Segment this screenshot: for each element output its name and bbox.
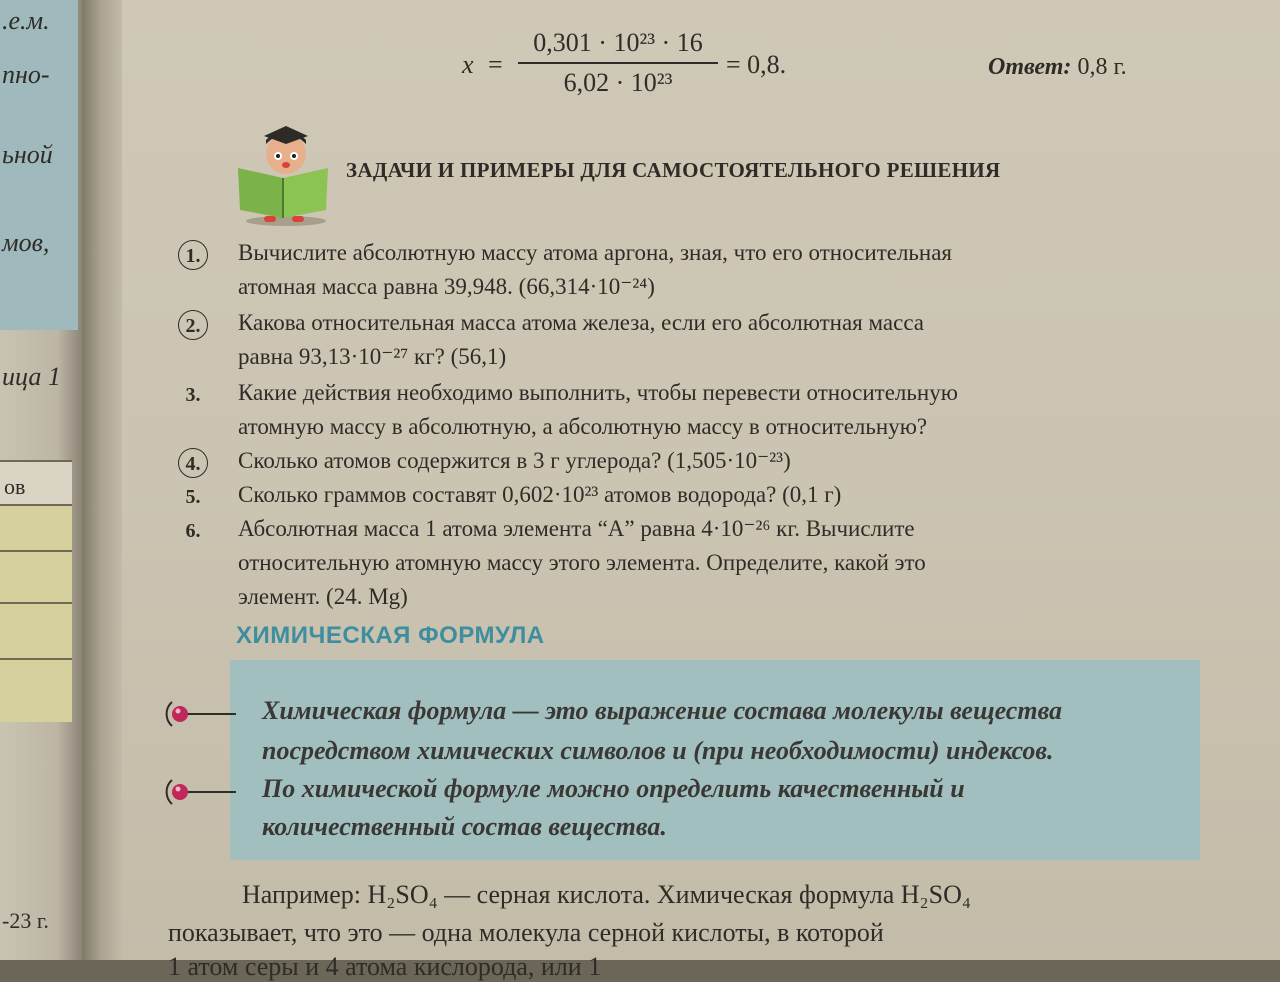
task-number: 4. [178,448,208,478]
task-line: Сколько атомов содержится в 3 г углерода? (1,505·10⁻²³) [238,448,791,473]
formula-equals: = [488,50,503,79]
task-line: Абсолютная масса 1 атома элемента “А” равна 4·10⁻²⁶ кг. Вычислите [238,516,915,541]
body-line: показывает, что это — одна молекула серной кислоты, в которой [168,918,884,947]
task-line: равна 93,13·10⁻²⁷ кг? (56,1) [238,344,507,369]
left-table-head: ов [0,462,72,506]
student-mascot-icon [228,118,338,228]
formula [462,28,912,108]
left-page-edge [0,0,82,960]
definition-line: количественный состав вещества. [262,812,667,841]
answer-label: Ответ: [988,54,1072,80]
definition-line: По химической формуле можно определить качественный и [262,774,965,803]
body-line: Например: H₂SO₄ — серная кислота. Химическая формула H₂SO₄ [242,880,971,909]
formula-result: = 0,8. [726,50,787,79]
left-table [0,460,72,722]
subsection-title: ХИМИЧЕСКАЯ ФОРМУЛА [236,622,545,649]
book-spine [82,0,122,960]
fraction-bar [518,62,718,64]
definition-line: посредством химических символов и (при необходимости) индексов. [262,736,1054,765]
task-line: элемент. (24. Mg) [238,584,408,609]
left-fragment: пно- [2,60,50,89]
formula-denominator: 6,02 · 10²³ [563,68,673,97]
task-line: атомную массу в абсолютную, а абсолютную массу в относительную? [238,414,928,439]
task-line: Какие действия необходимо выполнить, чтобы перевести относительную [238,380,958,405]
task-number: 6. [185,520,201,542]
left-fragment: ица 1 [2,362,61,391]
answer [988,54,1127,81]
left-fragment: -23 г. [2,908,49,933]
task-line: относительную атомную массу этого элемента. Определите, какой это [238,550,926,575]
task-number: 5. [185,486,201,508]
task-number: 2. [178,310,208,340]
definition-line: Химическая формула — это выражение состава молекулы вещества [262,696,1063,725]
right-page [122,0,1280,981]
task-line: Сколько граммов составят 0,602·10²³ атомов водорода? (0,1 г) [238,482,842,507]
left-fragment: ьной [2,140,53,169]
task-line: атомная масса равна 39,948. (66,314·10⁻²⁴) [238,274,655,299]
task-number: 1. [178,240,208,270]
formula-numerator: 0,301 · 10²³ · 16 [533,28,703,57]
task-line: Какова относительная масса атома железа, если его абсолютная масса [238,310,925,335]
body-line: 1 атом серы и 4 атома кислорода, или 1 [168,952,602,981]
task-line: Вычислите абсолютную массу атома аргона, зная, что его относительная [238,240,953,265]
task-number: 3. [185,384,201,406]
bullet-icon [158,694,238,734]
section-title: ЗАДАЧИ И ПРИМЕРЫ ДЛЯ САМОСТОЯТЕЛЬНОГО РЕШЕНИЯ [346,158,1001,182]
bullet-icon [158,772,238,812]
left-fragment: .е.м. [2,6,50,35]
answer-value: 0,8 г. [1077,54,1127,80]
left-fragment: мов, [2,228,50,257]
formula-variable: x [462,50,474,79]
